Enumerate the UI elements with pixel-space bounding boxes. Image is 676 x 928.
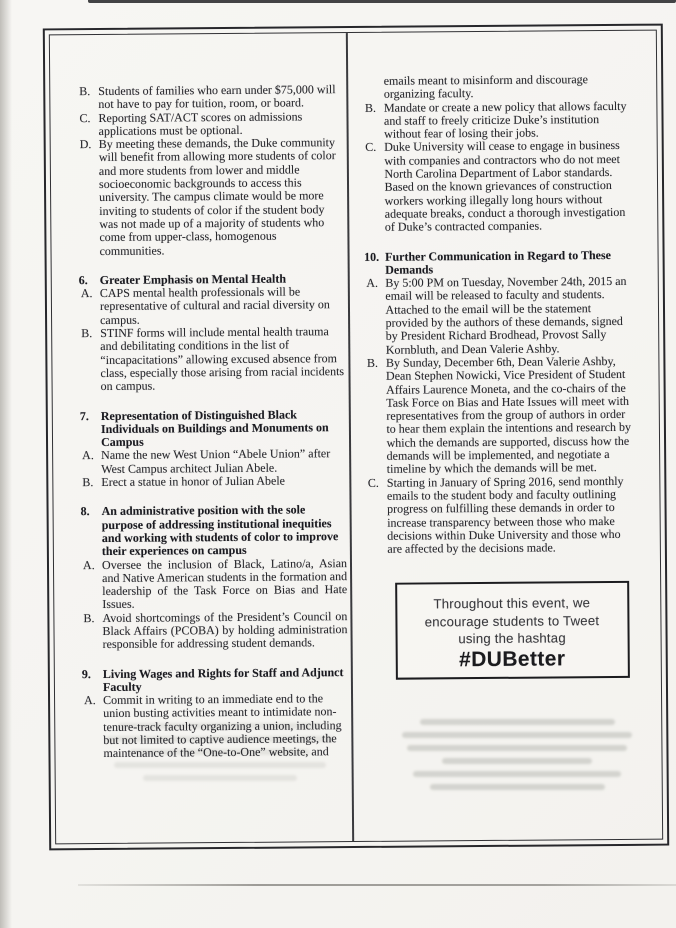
list-item bbox=[366, 474, 636, 556]
item-letter: A. bbox=[82, 557, 95, 572]
section-number: 7. bbox=[79, 408, 89, 423]
list-item bbox=[79, 325, 346, 394]
list-item bbox=[78, 136, 345, 258]
section-title: Living Wages and Rights for Staff and Adjunct Faculty bbox=[102, 664, 344, 694]
scan-left-edge-shadow bbox=[0, 0, 12, 928]
section-10 bbox=[364, 248, 636, 556]
left-column bbox=[50, 33, 352, 843]
section-8 bbox=[81, 503, 348, 651]
list-item bbox=[364, 275, 634, 357]
section-7 bbox=[80, 408, 347, 490]
item-text: By 5:00 PM on Tuesday, November 24th, 2015 an email will be released to faculty and students. Attached to the email will be the statement provided by the authors of these demands, signed by President Richard Brodhead, Provost Sally Kornbluth, and Dean Valerie Ashby. bbox=[385, 274, 627, 357]
list-item bbox=[79, 285, 345, 327]
section-title: An administrative position with the sole purpose of addressing institutional inequities and working with students of color to improve their experiences on campus bbox=[101, 502, 339, 559]
item-text: Avoid shortcomings of the President’s Council on Black Affairs (PCOBA) by holding administration responsible for addressing student demands. bbox=[102, 608, 348, 652]
callout-line: encourage students to Tweet bbox=[424, 612, 600, 630]
item-letter: B. bbox=[366, 355, 378, 370]
section-number: 10. bbox=[364, 249, 380, 264]
page-border-frame bbox=[43, 24, 669, 851]
item-text: Name the new West Union “Abele Union” after West Campus architect Julian Abele. bbox=[101, 446, 331, 476]
section-heading bbox=[81, 503, 347, 558]
item-letter: B. bbox=[79, 84, 91, 99]
section-number: 8. bbox=[80, 504, 90, 519]
item-letter: B. bbox=[81, 326, 93, 341]
section-number: 6. bbox=[78, 272, 88, 288]
hashtag-text: #DUBetter bbox=[459, 647, 566, 672]
scan-page-bottom-line bbox=[78, 884, 676, 886]
item-letter: B. bbox=[364, 100, 376, 115]
item-text: Commit in writing to an immediate end to the union busting activities meant to intimidate non-tenure-track faculty organizing a union, including but not limited to captive audience meetings, the maintenance of the “One-to-One” website, and bbox=[103, 691, 342, 761]
item-letter: A. bbox=[84, 693, 96, 708]
item-letter: C. bbox=[79, 110, 91, 125]
item-letter: D. bbox=[79, 137, 92, 152]
section-heading bbox=[80, 408, 346, 450]
list-item bbox=[363, 99, 633, 141]
item-text: Duke University will cease to engage in business with companies and contractors who do not meet North Carolina Department of Labor standards. Based on the known grievances of construction workers working illegally long hours without adequate breaks, conduct a thorough investigation of Duke’s contracted companies. bbox=[384, 138, 626, 235]
list-item bbox=[82, 692, 349, 761]
item-letter: B. bbox=[82, 475, 94, 490]
section-heading bbox=[364, 248, 634, 277]
item-letter: B. bbox=[83, 610, 95, 625]
list-item bbox=[77, 83, 343, 112]
item-text: Erect a statue in honor of Julian Abele bbox=[101, 473, 286, 490]
item-text: Mandate or create a new policy that allows faculty and staff to freely criticize Duke’s institution without fear of losing their jobs. bbox=[383, 98, 627, 141]
item-text: By meeting these demands, the Duke community will benefit from allowing more students of color and more students from lower and middle socioeconomic backgrounds to access this university. The campus climate would be more inviting to students of color if the student body was not made up of a majority of students who come from upper-class, homogenous communities. bbox=[98, 135, 336, 258]
item-text: By Sunday, December 6th, Dean Valerie Ashby, Dean Stephen Nowicki, Vice President of Student Affairs Laurence Moneta, and the co-chairs of the Task Force on Bias and Hate Issues will meet with representatives from the group of authors in order to hear them explain the intentions and research by which the demands are supported, discuss how the demands will be implemented, and negotiate a timeline by which the demands will be met. bbox=[385, 353, 632, 477]
right-column bbox=[347, 31, 662, 841]
section-9 bbox=[82, 666, 349, 761]
item-letter: A. bbox=[366, 275, 379, 291]
callout-line: Throughout this event, we bbox=[433, 595, 591, 612]
item-letter: A. bbox=[80, 286, 93, 301]
item-text: Starting in January of Spring 2016, send monthly emails to the student body and faculty outlining progress on fulfilling these demands in order to increase transparency between those who make decisions within Duke University and those who are affected by the decisions made. bbox=[386, 473, 624, 556]
section-title: Further Communication in Regard to These Demands bbox=[385, 247, 612, 277]
section-number: 9. bbox=[81, 666, 91, 681]
item-text: Reporting SAT/ACT scores on admissions applications must be optional. bbox=[98, 109, 303, 138]
item-text: CAPS mental health professionals will be representative of cultural and racial diversity on campus. bbox=[99, 284, 330, 327]
item-letter: C. bbox=[367, 475, 379, 490]
item-text: Students of families who earn under $75,000 will not have to pay for tuition, room, or board. bbox=[98, 82, 336, 112]
section-6 bbox=[79, 272, 346, 394]
list-item bbox=[81, 557, 347, 612]
item-letter: C. bbox=[365, 140, 377, 155]
page-inner-border bbox=[49, 30, 663, 845]
continuation-paragraph: emails meant to misinform and discourage organizing faculty. bbox=[383, 72, 589, 102]
section-title: Representation of Distinguished Black Individuals on Buildings and Monuments on Campus bbox=[100, 406, 329, 450]
list-item bbox=[77, 110, 343, 139]
list-item bbox=[80, 448, 346, 477]
item-text: Oversee the inclusion of Black, Latino/a, Asian and Native American students in the formation and leadership of the Task Force on Bias and Hate Issues. bbox=[101, 555, 348, 612]
section-heading bbox=[82, 666, 348, 695]
list-item bbox=[80, 474, 346, 489]
list-item bbox=[365, 355, 635, 477]
callout-line: using the hashtag bbox=[458, 630, 566, 647]
item-text: STINF forms will include mental health trauma and debilitating conditions in the list of “incapacitations” allowing excused absence from class, especially those arising from racial incidents on campus. bbox=[100, 324, 345, 394]
item-letter: A. bbox=[82, 448, 94, 463]
section-title: Greater Emphasis on Mental Health bbox=[99, 271, 287, 287]
list-item bbox=[363, 139, 633, 234]
hashtag-callout-box bbox=[395, 581, 630, 680]
list-item bbox=[81, 610, 347, 652]
scan-top-edge-artifact bbox=[88, 0, 676, 3]
